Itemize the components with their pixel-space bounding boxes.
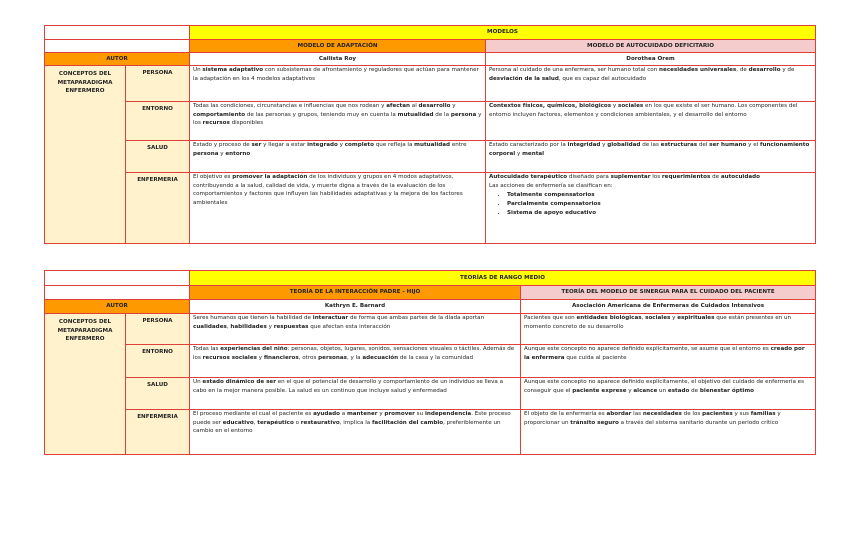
bold-term: mutualidad	[397, 111, 434, 118]
bold-term: recursos	[202, 120, 230, 127]
table-cell: Todas las experiencias del niño: personas, objetos, lugares, sonidos, sensaciones visuales o táctiles. Además de los recursos sociales y financieros, otros personas, y la adecuación de la casa y la comunidad	[190, 345, 521, 378]
bold-term: restaurativo	[300, 419, 340, 426]
bold-term: independencia	[424, 411, 472, 417]
autor-label: AUTOR	[45, 300, 190, 314]
column-title: MODELO DE ADAPTACIÓN	[190, 40, 486, 53]
bold-term: tránsito seguro	[570, 419, 619, 426]
bold-term: personas	[318, 354, 347, 361]
bold-term: creado por la enfermera	[524, 346, 805, 361]
table-cell: Persona al cuidado de una enfermera, ser humano total con necesidades universales, de desarrollo y de desviación de la salud, que es capaz del autocuidado	[486, 66, 816, 102]
bold-term: facilitación del cambio	[372, 419, 444, 426]
column-title: TEORÍA DE LA INTERACCIÓN PADRE - HIJO	[190, 286, 521, 300]
table-cell: Seres humanos que tienen la habilidad de interactuar de forma que ambas partes de la díada aportan cualidades, habilidades y respuestas que afectan esta interacción	[190, 314, 521, 345]
row-label: SALUD	[126, 378, 190, 410]
autor-label: AUTOR	[45, 53, 190, 66]
row-label: SALUD	[126, 141, 190, 173]
empty-corner	[45, 40, 190, 53]
bold-term: estado dinámico de ser	[202, 379, 276, 385]
table-cell: Pacientes que son entidades biológicas, sociales y espirituales que están presentes en un momento concreto de su desarrollo	[521, 314, 816, 345]
bold-term: paciente exprese	[572, 387, 627, 394]
bold-term: promover	[384, 411, 415, 417]
cell-paragraph: Autocuidado terapéutico diseñado para suplementar los requerimientos de autocuidado	[489, 174, 760, 180]
author-name: Callista Roy	[190, 53, 486, 66]
bold-term: ser humano	[709, 142, 747, 148]
bold-term: Contextos físicos, químicos, biológicos	[489, 103, 612, 109]
bold-term: entorno	[225, 150, 251, 157]
column-title: TEORÍA DEL MODELO DE SINERGIA PARA EL CUIDADO DEL PACIENTE	[521, 286, 816, 300]
row-label: PERSONA	[126, 66, 190, 102]
bold-term: mutualidad	[414, 142, 451, 148]
bold-term: sistema adaptativo	[202, 67, 264, 73]
table-cell: Estado caracterizado por la integridad y globalidad de las estructuras del ser humano y el funcionamiento corporal y mental	[486, 141, 816, 173]
bold-term: requerimientos	[661, 174, 711, 180]
table-cell: Estado y proceso de ser y llegar a estar integrado y completo que refleja la mutualidad entre persona y entorno	[190, 141, 486, 173]
bold-term: funcionamiento corporal	[489, 142, 810, 157]
table-cell: Contextos físicos, químicos, biológicos y sociales en los que existe el ser humano. Los componentes del entorno incluyen factores, elementos y condiciones ambientales, y el desarrollo del entorno	[486, 102, 816, 141]
author-name: Asociación Americana de Enfermeras de Cuidados Intensivos	[521, 300, 816, 314]
bold-term: adecuación	[362, 354, 399, 361]
bold-term: alcance	[633, 387, 658, 394]
table-cell: Todas las condiciones, circunstancias e influencias que nos rodean y afectan al desarrollo y comportamiento de las personas y grupos, teniendo muy en cuenta la mutualidad de la persona y los recursos disponibles	[190, 102, 486, 141]
bold-term: sociales	[645, 315, 671, 321]
cell-paragraph: Las acciones de enfermería se clasifican en:	[489, 182, 613, 189]
bold-term: desarrollo	[418, 103, 451, 109]
bold-term: estado	[667, 387, 690, 394]
concepts-label: CONCEPTOS DEL METAPARADIGMA ENFERMERO	[45, 66, 126, 244]
bold-term: respuestas	[273, 323, 309, 330]
bold-term: estructuras	[660, 142, 698, 148]
bold-term: desviación de la salud	[489, 75, 559, 82]
list-item: • Parcialmente compensatorios	[507, 200, 812, 209]
bold-term: globalidad	[607, 142, 641, 148]
table-cell: Un estado dinámico de ser en el que el potencial de desarrollo y comportamiento de un individuo se lleva a cabo en la mejor manera posible. La salud es un continuo que incluye salud y enfermedad	[190, 378, 521, 410]
bold-term: persona	[450, 111, 477, 118]
bold-term: entidades biológicas	[576, 315, 642, 321]
row-label: ENFERMERIA	[126, 173, 190, 244]
bold-term: recursos sociales	[202, 354, 257, 361]
bold-term: pacientes	[702, 411, 733, 417]
table-cell	[486, 173, 816, 244]
empty-corner	[45, 26, 190, 40]
author-name: Dorothea Orem	[486, 53, 816, 66]
bold-term: sociales	[617, 103, 644, 109]
bold-term: experiencias del niño	[220, 346, 288, 352]
middle-range-theories-table	[44, 270, 816, 455]
list-item: • Totalmente compensatorios	[507, 191, 812, 200]
table-cell: El proceso mediante el cual el paciente es ayudado a mantener y promover su independencia. Este proceso puede ser educativo, terapéutico o restaurativo, implica la facilitación del cambio, preferiblemente un cambio en el entorno	[190, 410, 521, 455]
bold-term: familias	[750, 411, 776, 417]
bold-term: terapéutico	[257, 419, 294, 426]
table-cell: Aunque este concepto no aparece definido explícitamente, se asume que el entorno es creado por la enfermera que cuida al paciente	[521, 345, 816, 378]
bold-term: ser	[251, 142, 262, 148]
bold-term: mantener	[346, 411, 378, 417]
row-label: PERSONA	[126, 314, 190, 345]
models-table	[44, 25, 816, 244]
bold-term: desarrollo	[748, 67, 781, 73]
bold-term: comportamiento	[193, 111, 246, 118]
bold-term: autocuidado	[720, 174, 760, 180]
column-title: MODELO DE AUTOCUIDADO DEFICITARIO	[486, 40, 816, 53]
bold-term: completo	[344, 142, 374, 148]
bold-term: bienestar óptimo	[699, 387, 754, 394]
bold-term: financieros	[263, 354, 299, 361]
author-name: Kathryn E. Barnard	[190, 300, 521, 314]
bold-term: necesidades universales	[659, 67, 737, 73]
empty-corner	[45, 271, 190, 286]
bold-term: interactuar	[312, 315, 349, 321]
bold-term: integrado	[307, 142, 338, 148]
table-cell: El objeto de la enfermería es abordar las necesidades de los pacientes y sus familias y proporcionar un tránsito seguro a través del sistema sanitario durante un periodo crítico	[521, 410, 816, 455]
bold-term: Autocuidado terapéutico	[489, 174, 568, 180]
row-label: ENFERMERIA	[126, 410, 190, 455]
concepts-label: CONCEPTOS DEL METAPARADIGMA ENFERMERO	[45, 314, 126, 455]
table-cell: El objetivo es promover la adaptación de los individuos y grupos en 4 modos adaptativos, contribuyendo a la salud, calidad de vida, y muerte digna a través de la evaluación de los comportamientos y factores que influyen las habilidades adaptativas y la mejora de los factores ambientales	[190, 173, 486, 244]
table-cell: Aunque este concepto no aparece definido explícitamente, el objetivo del cuidado de enfermería es conseguir que el paciente exprese y alcance un estado de bienestar óptimo	[521, 378, 816, 410]
action-list	[489, 191, 812, 217]
table-header: MODELOS	[190, 26, 816, 40]
bold-term: necesidades	[642, 411, 682, 417]
bold-term: mental	[522, 150, 545, 157]
bold-term: abordar	[606, 411, 632, 417]
bold-term: afectan	[386, 103, 410, 109]
bold-term: promover la adaptación	[232, 174, 308, 180]
empty-corner	[45, 286, 190, 300]
row-label: ENTORNO	[126, 345, 190, 378]
bold-term: ayudado	[313, 411, 340, 417]
bold-term: espirituales	[677, 315, 715, 321]
bold-term: integridad	[567, 142, 601, 148]
table-header: TEORÍAS DE RANGO MEDIO	[190, 271, 816, 286]
row-label: ENTORNO	[126, 102, 190, 141]
bold-term: cualidades	[193, 323, 227, 330]
table-cell: Un sistema adaptativo con subsistemas de afrontamiento y reguladores que actúan para mantener la adaptación en los 4 modelos adaptativos	[190, 66, 486, 102]
bold-term: persona	[193, 150, 219, 157]
bold-term: suplementar	[610, 174, 651, 180]
list-item: • Sistema de apoyo educativo	[507, 209, 812, 218]
bold-term: educativo	[222, 419, 254, 426]
bold-term: habilidades	[230, 323, 267, 330]
